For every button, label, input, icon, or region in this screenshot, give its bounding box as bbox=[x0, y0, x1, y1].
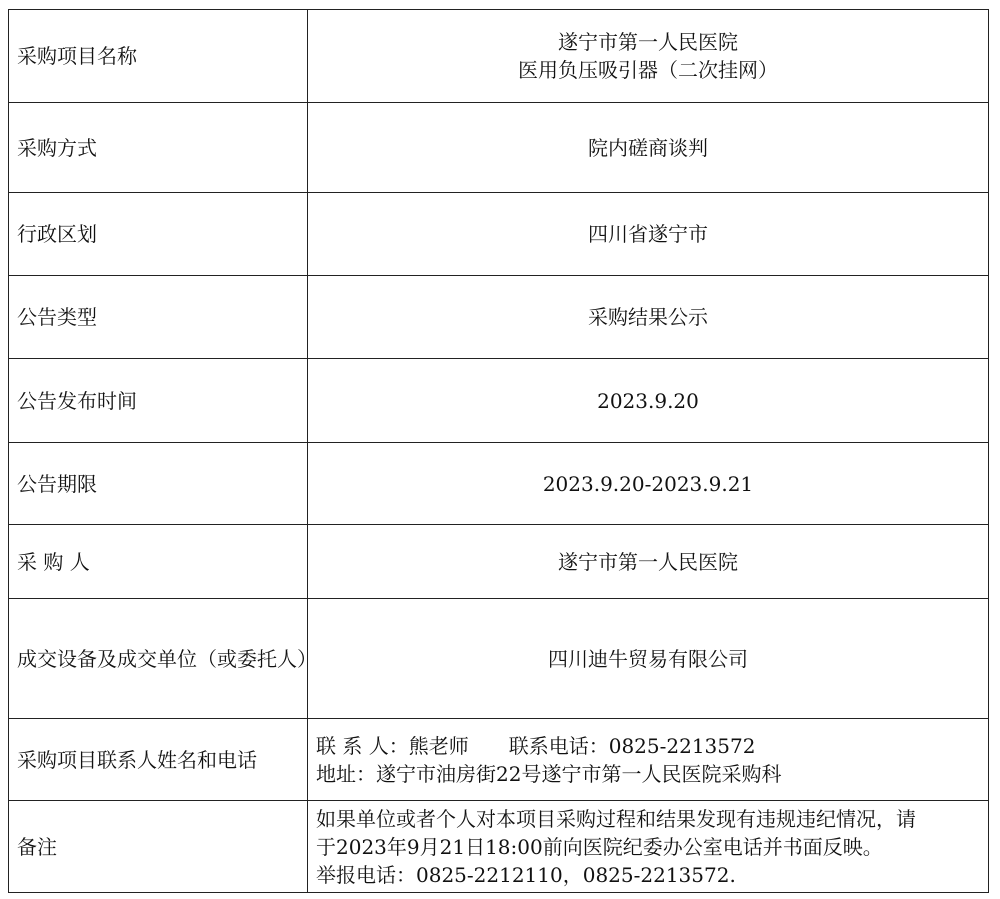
project-name-label: 采购项目名称 bbox=[9, 10, 308, 103]
contact-phone: 联系电话：0825-2213572 bbox=[508, 733, 756, 758]
region-value: 四川省遂宁市 bbox=[308, 193, 989, 276]
row-method bbox=[9, 103, 989, 193]
row-region bbox=[9, 193, 989, 276]
row-notice-type bbox=[9, 276, 989, 359]
method-label: 采购方式 bbox=[9, 103, 308, 193]
winner-value: 四川迪牛贸易有限公司 bbox=[308, 599, 989, 719]
publish-time-value: 2023.9.20 bbox=[308, 359, 989, 443]
row-purchaser bbox=[9, 525, 989, 599]
remarks-line2: 于2023年9月21日18:00前向医院纪委办公室电话并书面反映。 bbox=[316, 834, 883, 859]
purchaser-label: 采 购 人 bbox=[9, 525, 308, 599]
purchaser-value: 遂宁市第一人民医院 bbox=[308, 525, 989, 599]
remarks-line1: 如果单位或者个人对本项目采购过程和结果发现有违规违纪情况，请 bbox=[316, 806, 916, 831]
winner-label: 成交设备及成交单位（或委托人） bbox=[9, 599, 308, 719]
row-project-name bbox=[9, 10, 989, 103]
notice-type-value: 采购结果公示 bbox=[308, 276, 989, 359]
project-name-line1: 遂宁市第一人民医院 bbox=[558, 30, 738, 54]
procurement-notice-table bbox=[8, 9, 989, 893]
region-label: 行政区划 bbox=[9, 193, 308, 276]
row-contact bbox=[9, 719, 989, 801]
method-value: 院内磋商谈判 bbox=[308, 103, 989, 193]
contact-line1 bbox=[316, 732, 982, 760]
contact-address: 地址：遂宁市油房街22号遂宁市第一人民医院采购科 bbox=[316, 761, 782, 786]
notice-type-label: 公告类型 bbox=[9, 276, 308, 359]
contact-label: 采购项目联系人姓名和电话 bbox=[9, 719, 308, 801]
contact-value bbox=[308, 719, 989, 801]
period-label: 公告期限 bbox=[9, 443, 308, 525]
period-value: 2023.9.20-2023.9.21 bbox=[308, 443, 989, 525]
row-publish-time bbox=[9, 359, 989, 443]
row-remarks bbox=[9, 801, 989, 893]
contact-person: 联 系 人：熊老师 bbox=[316, 733, 469, 758]
project-name-value bbox=[308, 10, 989, 103]
row-period bbox=[9, 443, 989, 525]
row-winner bbox=[9, 599, 989, 719]
remarks-value bbox=[308, 801, 989, 893]
publish-time-label: 公告发布时间 bbox=[9, 359, 308, 443]
remarks-label: 备注 bbox=[9, 801, 308, 893]
project-name-line2: 医用负压吸引器（二次挂网） bbox=[518, 58, 778, 82]
remarks-line3: 举报电话：0825-2212110，0825-2213572. bbox=[316, 862, 736, 887]
